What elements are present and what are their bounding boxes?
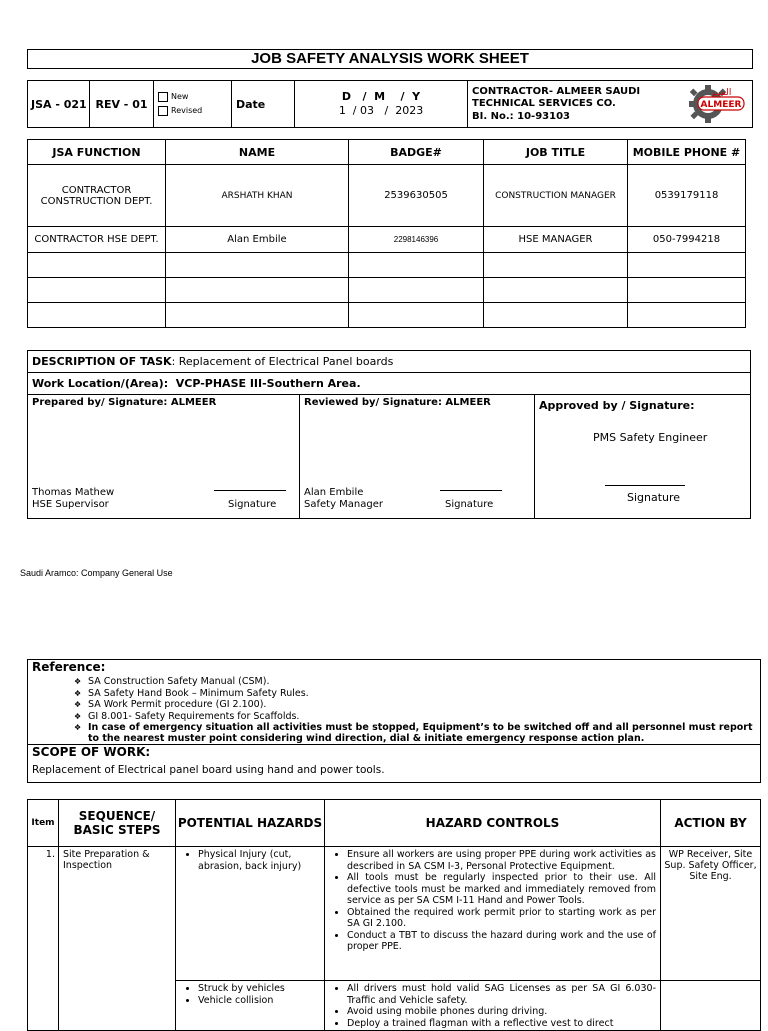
cell-mobile: 050-7994218: [628, 227, 746, 253]
reviewed-by-cell: [300, 395, 535, 519]
cell-mobile: 0539179118: [628, 165, 746, 227]
hazard-item: • Struck by vehicles: [198, 983, 324, 995]
header-table: [27, 80, 753, 128]
col-jsa-function: JSA FUNCTION: [28, 140, 166, 165]
col-hazard-controls: HAZARD CONTROLS: [325, 800, 661, 847]
reviewed-signature: Signature: [445, 499, 494, 510]
control-item: • Obtained the required work permit prior to starting work as per SA GI 2.100.: [347, 907, 656, 930]
list-item: ❖ SA Safety Hand Book – Minimum Safety Rules.: [88, 688, 760, 700]
approved-role: PMS Safety Engineer: [593, 431, 708, 444]
empty-row: [28, 303, 746, 328]
col-name: NAME: [166, 140, 349, 165]
list-item-emergency: ❖ In case of emergency situation all activities must be stopped, Equipment’s to be switched off and all personnel must report to the nearest muster point considering wind direction, dial & initiate emergency response action plan.: [88, 722, 760, 744]
table-row: [28, 847, 761, 981]
hazard-table: [27, 799, 761, 1031]
cell-function: CONTRACTOR HSE DEPT.: [28, 227, 166, 253]
logo-text: ALMEER: [700, 100, 742, 110]
list-item: ❖ SA Construction Safety Manual (CSM).: [88, 676, 760, 688]
jsa-number: JSA - 021: [28, 81, 90, 128]
controls-cell: [325, 981, 661, 1031]
revised-label: Revised: [171, 106, 203, 115]
empty-row: [28, 253, 746, 278]
function-table: [27, 139, 746, 328]
prepared-signature: Signature: [228, 499, 277, 510]
date-cell: [295, 81, 468, 128]
classification-note: Saudi Aramco: Company General Use: [20, 568, 173, 578]
control-item: • Avoid using mobile phones during driving.: [347, 1006, 656, 1018]
list-item: ❖ GI 8.001- Safety Requirements for Scaffolds.: [88, 711, 760, 723]
location-value: VCP-PHASE III-Southern Area.: [175, 377, 361, 390]
contractor-name: CONTRACTOR- ALMEER SAUDI TECHNICAL SERVICES CO.: [472, 85, 641, 109]
col-job-title: JOB TITLE: [484, 140, 628, 165]
col-sequence: SEQUENCE/ BASIC STEPS: [59, 800, 176, 847]
scope-text: Replacement of Electrical panel board using hand and power tools.: [32, 764, 385, 776]
cell-function: CONTRACTOR CONSTRUCTION DEPT.: [28, 165, 166, 227]
approved-by-cell: [535, 395, 751, 519]
hazard-item: • Physical Injury (cut, abrasion, back injury): [198, 849, 324, 872]
prepared-name: Thomas Mathew: [32, 487, 115, 498]
task-desc-value: : Replacement of Electrical Panel boards: [171, 355, 394, 368]
table-row: [28, 227, 746, 253]
dmy-label: D / M / Y: [341, 90, 421, 103]
basic-step: Site Preparation & Inspection: [59, 847, 176, 1031]
reviewed-person: [304, 487, 383, 511]
reviewed-label: Reviewed by/ Signature: ALMEER: [304, 397, 491, 408]
cell-name: ARSHATH KHAN: [166, 165, 349, 227]
contractor-cell: [468, 81, 753, 128]
new-checkbox[interactable]: [158, 92, 168, 102]
prepared-label: Prepared by/ Signature: ALMEER: [32, 397, 217, 408]
task-table: [27, 350, 751, 519]
revised-checkbox[interactable]: [158, 106, 168, 116]
almeer-logo: [686, 83, 746, 123]
new-revised-options: [154, 81, 232, 128]
cell-job-title: CONSTRUCTION MANAGER: [484, 165, 628, 227]
table-row: [28, 165, 746, 227]
cell-badge: 2298146396: [349, 227, 484, 253]
cell-job-title: HSE MANAGER: [484, 227, 628, 253]
approved-label: Approved by / Signature:: [539, 399, 695, 412]
new-label: New: [171, 92, 189, 101]
reference-title: Reference:: [32, 660, 106, 674]
task-description: [28, 351, 751, 373]
cell-name: Alan Embile: [166, 227, 349, 253]
control-item: • All drivers must hold valid SAG Licenses as per SA GI 6.030- Traffic and Vehicle safety.: [347, 983, 656, 1006]
bi-number: BI. No.: 10-93103: [472, 110, 570, 122]
action-by: WP Receiver, Site Sup. Safety Officer, Site Eng.: [661, 847, 761, 981]
location-label: Work Location/(Area):: [32, 377, 169, 390]
control-item: • Ensure all workers are using proper PPE during work activities as described in SA CSM I-3, Personal Protective Equipment.: [347, 849, 656, 872]
controls-cell: [325, 847, 661, 981]
prepared-person: [32, 487, 114, 511]
approved-signature: Signature: [627, 491, 681, 504]
col-action-by: ACTION BY: [661, 800, 761, 847]
prepared-by-cell: [28, 395, 300, 519]
date-value: 1 / 03 / 2023: [338, 104, 424, 117]
task-desc-label: DESCRIPTION OF TASK: [32, 355, 172, 368]
control-item: • Conduct a TBT to discuss the hazard during work and the use of proper PPE.: [347, 930, 656, 953]
col-potential-hazards: POTENTIAL HAZARDS: [176, 800, 325, 847]
control-item: • All tools must be regularly inspected prior to their use. All defective tools must be marked and immediately removed from service as per SA CSM I-11 Hand and Power Tools.: [347, 872, 656, 907]
col-item: Item: [28, 800, 59, 847]
hazards-cell: [176, 981, 325, 1031]
logo-arabic-text: الميـر: [710, 88, 732, 98]
col-mobile: MOBILE PHONE #: [628, 140, 746, 165]
cell-badge: 2539630505: [349, 165, 484, 227]
hazards-cell: [176, 847, 325, 981]
revision: REV - 01: [90, 81, 154, 128]
date-label: Date: [232, 81, 295, 128]
document-title: JOB SAFETY ANALYSIS WORK SHEET: [27, 49, 753, 69]
reviewed-name: Alan Embile: [304, 487, 364, 498]
reference-list: [28, 676, 760, 744]
control-item: • Deploy a trained flagman with a reflective vest to direct: [347, 1018, 656, 1030]
empty-row: [28, 278, 746, 303]
hazard-item: • Vehicle collision: [198, 995, 324, 1007]
work-location: [28, 373, 751, 395]
col-badge: BADGE#: [349, 140, 484, 165]
reviewed-title: Safety Manager: [304, 499, 383, 510]
prepared-title: HSE Supervisor: [32, 499, 109, 510]
list-item: ❖ SA Work Permit procedure (GI 2.100).: [88, 699, 760, 711]
scope-title: SCOPE OF WORK:: [32, 745, 151, 759]
action-by: [661, 981, 761, 1031]
reference-section: [27, 659, 761, 783]
item-number: 1.: [28, 847, 59, 1031]
